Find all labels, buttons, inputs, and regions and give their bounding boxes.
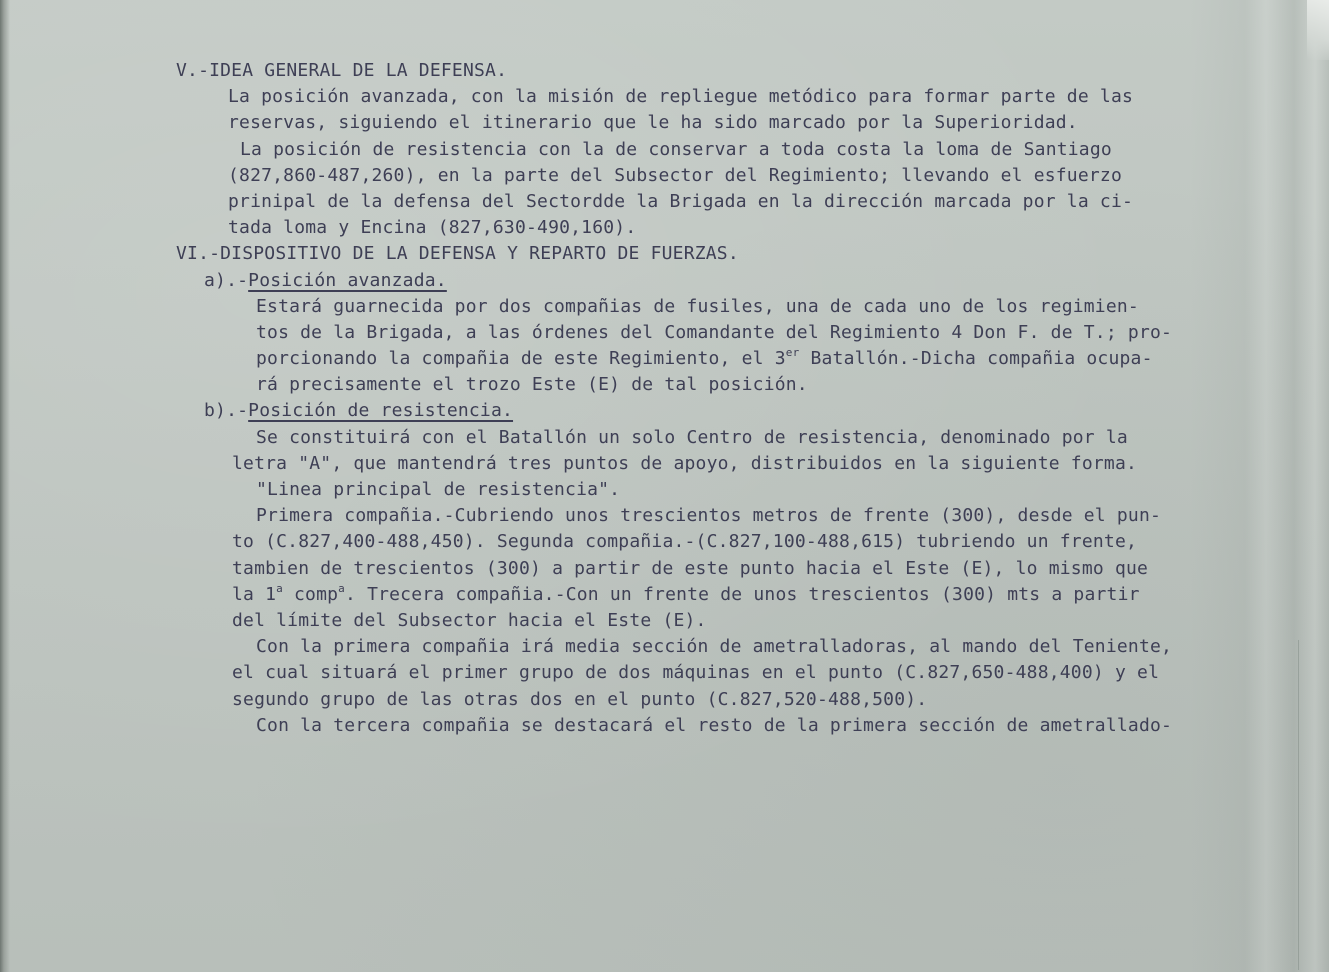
text-line: [176, 660, 1296, 686]
text-span: Con la tercera compañia se destacará el resto de la primera sección de ametrallado-: [256, 714, 1173, 736]
text-span: La posición avanzada, con la misión de repliegue metódico para formar parte de las: [228, 86, 1134, 108]
text-span: el cual situará el primer grupo de dos máquinas en el punto (C.827,650-488,400) y el: [232, 662, 1160, 684]
text-span: tos de la Brigada, a las órdenes del Comandante del Regimiento 4 Don F. de T.; pro-: [256, 321, 1173, 343]
text-line: [176, 320, 1296, 346]
subsection-b-prefix: b).-: [204, 400, 249, 422]
text-span: letra "A", que mantendrá tres puntos de apoyo, distribuidos en la siguiente forma.: [232, 452, 1138, 474]
text-span: prinipal de la defensa del Sectordde la Brigada en la dirección marcada por la ci-: [228, 190, 1134, 212]
text-span: del límite del Subsector hacia el Este (E).: [232, 609, 707, 631]
text-span: Se constituirá con el Batallón un solo Centro de resistencia, denominado por la: [256, 426, 1128, 448]
text-line: [176, 84, 1296, 110]
paper-torn-corner: [1307, 0, 1329, 60]
text-span: "Linea principal de resistencia".: [256, 479, 621, 500]
text-line: [176, 687, 1296, 713]
subsection-b-heading: [176, 398, 1296, 424]
text-span: (827,860-487,260), en la parte del Subsector del Regimiento; llevando el esfuerzo: [228, 164, 1122, 186]
text-line: [176, 608, 1296, 634]
paper-left-edge: [0, 0, 10, 972]
text-line: [176, 529, 1296, 555]
section-vi-heading: [176, 241, 1296, 267]
text-line: [176, 346, 1296, 372]
text-line: [176, 163, 1296, 189]
paper-crease: [1298, 640, 1299, 970]
subsection-a-title: Posición avanzada.: [248, 269, 447, 291]
text-span: Batallón.-Dicha compañia ocupa-: [799, 348, 1153, 370]
text-span: Primera compañia.-Cubriendo unos trescientos metros de frente (300), desde el pun-: [256, 505, 1162, 527]
text-span: segundo grupo de las otras dos en el punto (C.827,520-488,500).: [232, 688, 928, 710]
text-span: tambien de trescientos (300) a partir de este punto hacia el Este (E), lo mismo que: [232, 557, 1149, 579]
text-line: [176, 713, 1296, 739]
text-line: [176, 372, 1296, 398]
text-span: la 1: [232, 583, 277, 605]
text-span: tada loma y Encina (827,630-490,160).: [228, 217, 637, 239]
text-line: [176, 556, 1296, 582]
text-line: [176, 215, 1296, 241]
section-vi-title: VI.-DISPOSITIVO DE LA DEFENSA Y REPARTO DE FUERZAS.: [176, 243, 739, 265]
section-v-title: V.-IDEA GENERAL DE LA DEFENSA.: [176, 60, 508, 81]
text-span: La posición de resistencia con la de conservar a toda costa la loma de Santiago: [240, 138, 1112, 160]
text-line: [176, 477, 1296, 503]
text-span: Con la primera compañia irá media sección de ametralladoras, al mando del Teniente,: [256, 636, 1173, 658]
subsection-a-heading: [176, 268, 1296, 294]
text-line: [176, 110, 1296, 136]
text-span: rá precisamente el trozo Este (E) de tal posición.: [256, 374, 808, 396]
text-line: [176, 137, 1296, 163]
superscript: a: [276, 581, 283, 595]
text-line: [176, 634, 1296, 660]
typewritten-text: [176, 58, 1296, 739]
text-span: porcionando la compañia de este Regimiento, el 3: [256, 348, 786, 370]
text-span: to (C.827,400-488,450). Segunda compañia.-(C.827,100-488,615) tubriendo un frente,: [232, 531, 1138, 553]
superscript: er: [785, 346, 800, 360]
text-line: [176, 425, 1296, 451]
text-line: [176, 451, 1296, 477]
text-line: [176, 294, 1296, 320]
text-span: . Trecera compañia.-Con un frente de unos trescientos (300) mts a partir: [345, 583, 1140, 605]
superscript: a: [338, 581, 345, 595]
text-span: Estará guarnecida por dos compañias de fusiles, una de cada uno de los regimien-: [256, 295, 1139, 317]
subsection-b-title: Posición de resistencia.: [248, 400, 514, 422]
text-line: [176, 582, 1296, 608]
text-span: reservas, siguiendo el itinerario que le ha sido marcado por la Superioridad.: [228, 112, 1078, 134]
subsection-a-prefix: a).-: [204, 269, 249, 291]
text-line: [176, 503, 1296, 529]
section-v-heading: [176, 58, 1296, 84]
text-span: comp: [282, 583, 339, 605]
text-line: [176, 189, 1296, 215]
